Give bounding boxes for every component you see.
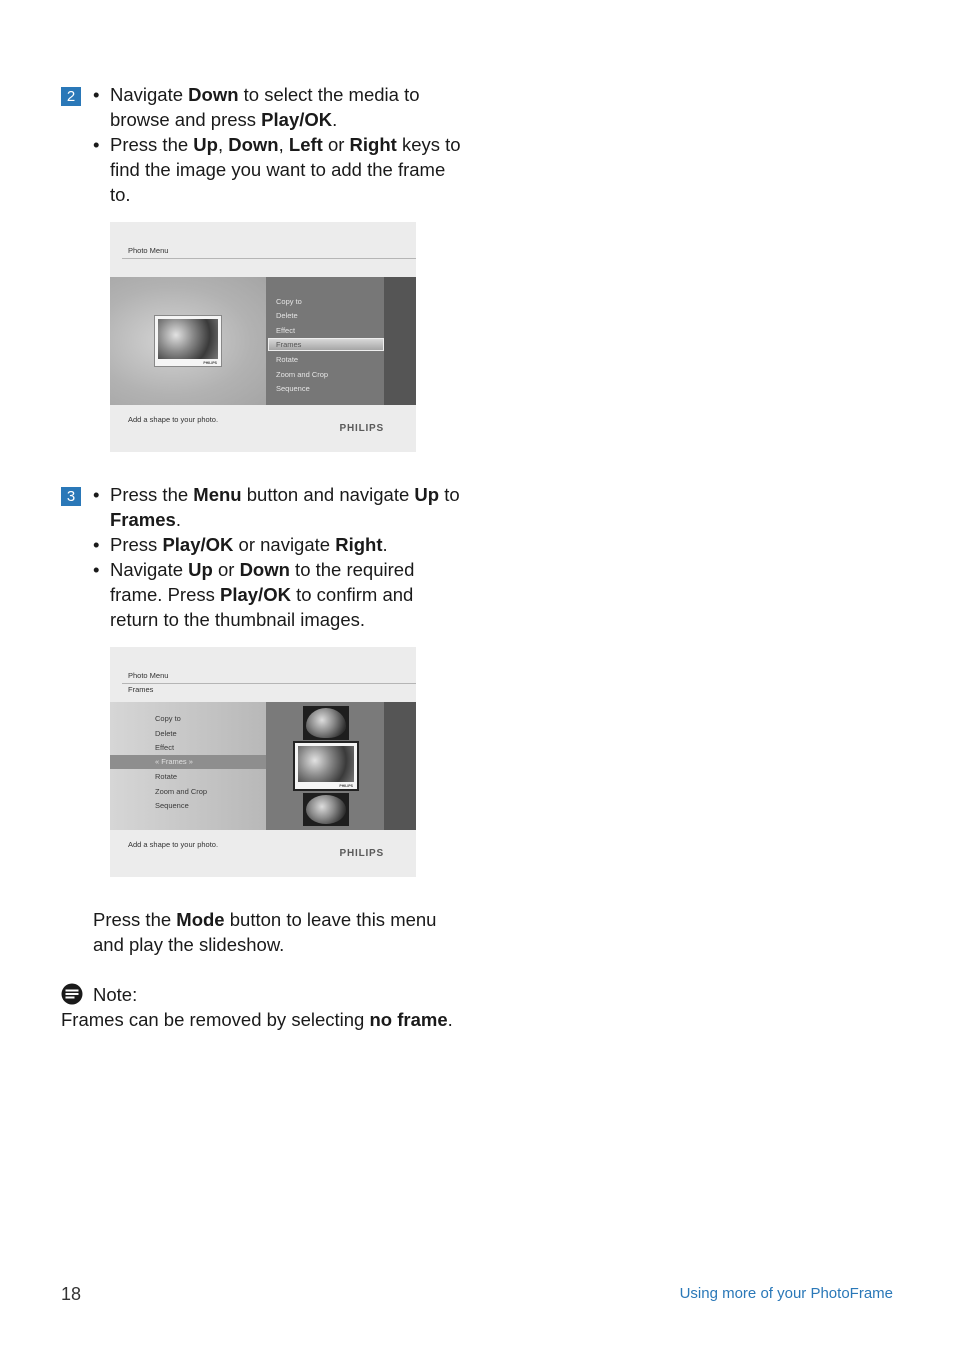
- step2-bullet-1: • Navigate Down to select the media to browse and press Play/OK.: [93, 82, 463, 132]
- step2-bullet-2: • Press the Up, Down, Left or Right keys to find the image you want to add the frame to.: [93, 132, 463, 207]
- section-title: Using more of your PhotoFrame: [679, 1285, 893, 1302]
- screen-content: [110, 277, 416, 405]
- menu-item-delete[interactable]: Delete: [276, 311, 298, 320]
- note-text: Frames can be removed by selecting no frame.: [61, 1009, 453, 1030]
- photo-image: [298, 746, 354, 782]
- photo-image: [158, 319, 218, 359]
- breadcrumb: Photo Menu: [128, 246, 169, 255]
- step3-bullet-2: • Press Play/OK or navigate Right.: [93, 532, 463, 557]
- menu-item-copy-to[interactable]: Copy to: [276, 297, 302, 306]
- frames-menu-list: [110, 702, 266, 830]
- mode-instruction: Press the Mode button to leave this menu and play the slideshow.: [93, 909, 437, 955]
- divider: [122, 683, 416, 684]
- menu-item-rotate[interactable]: Rotate: [276, 355, 299, 364]
- step3-instructions: [93, 482, 463, 632]
- menu-item-frames-selected[interactable]: Frames: [268, 338, 384, 351]
- side-panel: [384, 277, 416, 405]
- divider: [122, 258, 416, 259]
- menu-item-sequence[interactable]: Sequence: [155, 801, 189, 810]
- thumbnail-logo: PHILIPS: [339, 784, 353, 788]
- step-number-badge: 3: [61, 487, 81, 506]
- photo-thumbnail: [154, 315, 222, 367]
- side-panel: [384, 702, 416, 830]
- menu-item-zoom-and-crop[interactable]: Zoom and Crop: [155, 787, 208, 796]
- menu-item-copy-to[interactable]: Copy to: [155, 714, 181, 723]
- step2-instructions: [93, 82, 463, 207]
- screen-footer: [110, 830, 416, 877]
- screen-footer: [110, 405, 416, 452]
- menu-item-rotate[interactable]: Rotate: [155, 772, 178, 781]
- menu-item-zoom-and-crop[interactable]: Zoom and Crop: [276, 370, 329, 379]
- menu-item-effect[interactable]: Effect: [155, 743, 175, 752]
- step-number-badge: 2: [61, 87, 81, 106]
- preview-area: [110, 277, 266, 405]
- oval-frame-icon: [306, 795, 346, 824]
- breadcrumb-photo-menu: Photo Menu: [128, 671, 169, 680]
- philips-logo: PHILIPS: [339, 848, 384, 859]
- photo-menu-list: [266, 277, 384, 405]
- frame-option-oval[interactable]: [303, 793, 349, 826]
- heart-frame-icon: [306, 708, 346, 738]
- menu-item-delete[interactable]: Delete: [155, 729, 177, 738]
- screen-header: [110, 647, 416, 702]
- philips-logo: PHILIPS: [339, 423, 384, 434]
- thumbnail-logo: PHILIPS: [203, 361, 217, 365]
- note-label: Note:: [93, 984, 138, 1005]
- frame-option-selected[interactable]: [293, 741, 359, 791]
- breadcrumb-frames: Frames: [128, 685, 154, 694]
- menu-item-frames-selected[interactable]: « Frames »: [110, 755, 266, 769]
- menu-item-effect[interactable]: Effect: [276, 326, 296, 335]
- page-number: 18: [61, 1284, 82, 1304]
- frame-option-heart[interactable]: [303, 706, 349, 740]
- photo-menu-screenshot: [110, 222, 416, 452]
- hint-text: Add a shape to your photo.: [128, 415, 219, 424]
- step3-bullet-3: • Navigate Up or Down to the required frame. Press Play/OK to confirm and return to the thumbnail images.: [93, 557, 463, 632]
- menu-item-sequence[interactable]: Sequence: [276, 384, 310, 393]
- hint-text: Add a shape to your photo.: [128, 840, 219, 849]
- screen-header: [110, 222, 416, 277]
- frame-options-strip: [266, 702, 384, 830]
- step3-bullet-1: • Press the Menu button and navigate Up to Frames.: [93, 482, 463, 532]
- screen-content: [110, 702, 416, 830]
- frames-menu-screenshot: [110, 647, 416, 877]
- note-icon: [61, 983, 83, 1005]
